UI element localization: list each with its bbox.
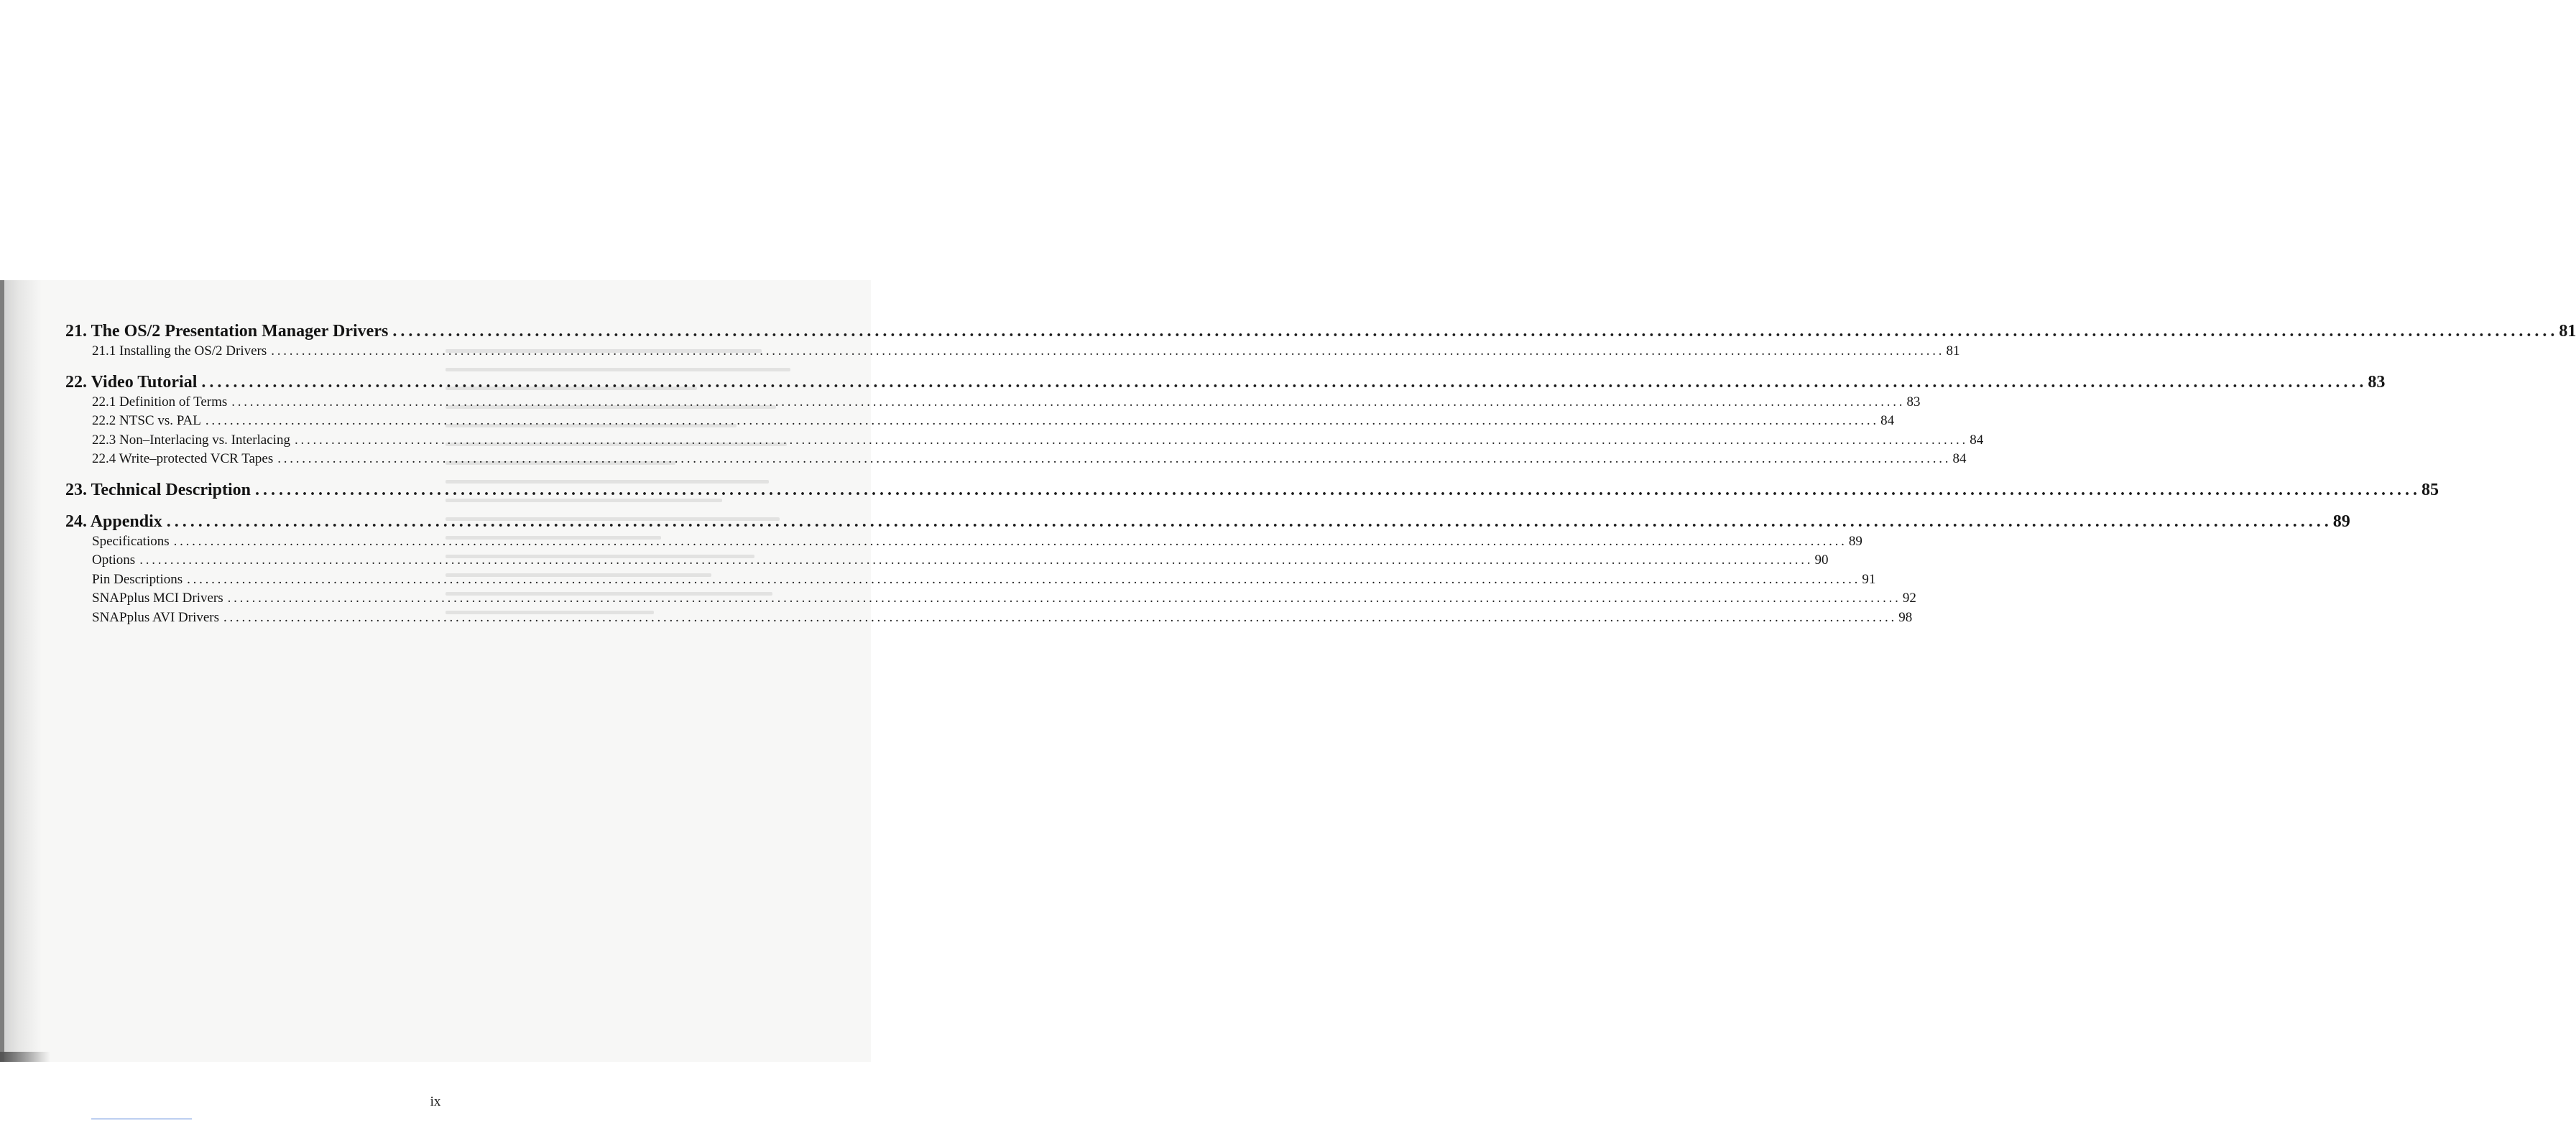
toc-entry[interactable]: [65, 570, 1876, 590]
entry-page-number: 84: [1952, 451, 1967, 466]
entry-page-number: 98: [1898, 609, 1913, 625]
chapter-title: 23. Technical Description: [65, 480, 251, 499]
dot-leader: [187, 570, 1857, 590]
dot-leader: [223, 609, 1894, 628]
entry-title: Specifications: [92, 533, 170, 549]
toc-chapter-24: [65, 511, 2350, 628]
entry-title: 22.4 Write–protected VCR Tapes: [92, 451, 274, 466]
table-of-contents: [65, 320, 2576, 637]
entry-title: SNAPplus MCI Drivers: [92, 591, 223, 606]
toc-chapter-21: [65, 320, 2576, 361]
toc-chapter-23: [65, 479, 2439, 501]
toc-entry[interactable]: [65, 412, 1895, 431]
dot-leader: [167, 511, 2329, 532]
page-gutter-shadow: [0, 280, 42, 1062]
dot-leader: [201, 371, 2363, 393]
chapter-page-number: 81: [2559, 322, 2576, 341]
entry-title: Pin Descriptions: [92, 571, 183, 587]
chapter-heading[interactable]: [65, 511, 2350, 532]
page-left-edge: [0, 280, 4, 1062]
entry-title: 21.1 Installing the OS/2 Drivers: [92, 343, 267, 358]
dot-leader: [392, 320, 2554, 342]
toc-entry[interactable]: [65, 342, 1960, 361]
dot-leader: [206, 412, 1876, 431]
chapter-heading[interactable]: [65, 371, 2386, 393]
toc-entry[interactable]: [65, 450, 1967, 469]
chapter-heading[interactable]: [65, 479, 2439, 501]
chapter-title: 24. Appendix: [65, 512, 162, 531]
chapter-title: 21. The OS/2 Presentation Manager Drivers: [65, 322, 389, 341]
dot-leader: [295, 431, 1965, 450]
entry-title: 22.1 Definition of Terms: [92, 394, 228, 410]
entry-page-number: 84: [1880, 413, 1895, 428]
chapter-page-number: 85: [2422, 480, 2439, 499]
page-bottom-edge: [0, 1052, 50, 1062]
toc-entry[interactable]: [65, 393, 1921, 412]
entry-title: Options: [92, 552, 136, 568]
entry-page-number: 92: [1902, 591, 1916, 606]
page-number: ix: [430, 1094, 441, 1109]
chapter-page-number: 83: [2368, 372, 2386, 392]
dot-leader: [174, 532, 1845, 552]
toc-entry[interactable]: [65, 532, 1862, 552]
dot-leader: [277, 450, 1948, 469]
dot-leader: [271, 342, 1942, 361]
chapter-page-number: 89: [2332, 512, 2350, 531]
dot-leader: [228, 589, 1898, 609]
toc-entry[interactable]: [65, 589, 1916, 609]
entry-title: 22.3 Non–Interlacing vs. Interlacing: [92, 432, 290, 448]
toc-entry[interactable]: [65, 551, 1829, 570]
entry-page-number: 81: [1946, 343, 1960, 358]
entry-title: 22.2 NTSC vs. PAL: [92, 413, 201, 428]
dot-leader: [139, 551, 1810, 570]
dot-leader: [231, 393, 1902, 412]
entry-page-number: 89: [1848, 533, 1862, 549]
entry-page-number: 91: [1862, 571, 1876, 587]
entry-title: SNAPplus AVI Drivers: [92, 609, 220, 625]
entry-page-number: 84: [1970, 432, 1984, 448]
chapter-title: 22. Video Tutorial: [65, 372, 198, 392]
toc-chapter-22: [65, 371, 2386, 469]
dot-leader: [255, 479, 2417, 501]
entry-page-number: 83: [1906, 394, 1921, 410]
chapter-heading[interactable]: [65, 320, 2576, 342]
entry-page-number: 90: [1814, 552, 1829, 568]
toc-entry[interactable]: [65, 431, 1984, 450]
toc-entry[interactable]: [65, 609, 1913, 628]
